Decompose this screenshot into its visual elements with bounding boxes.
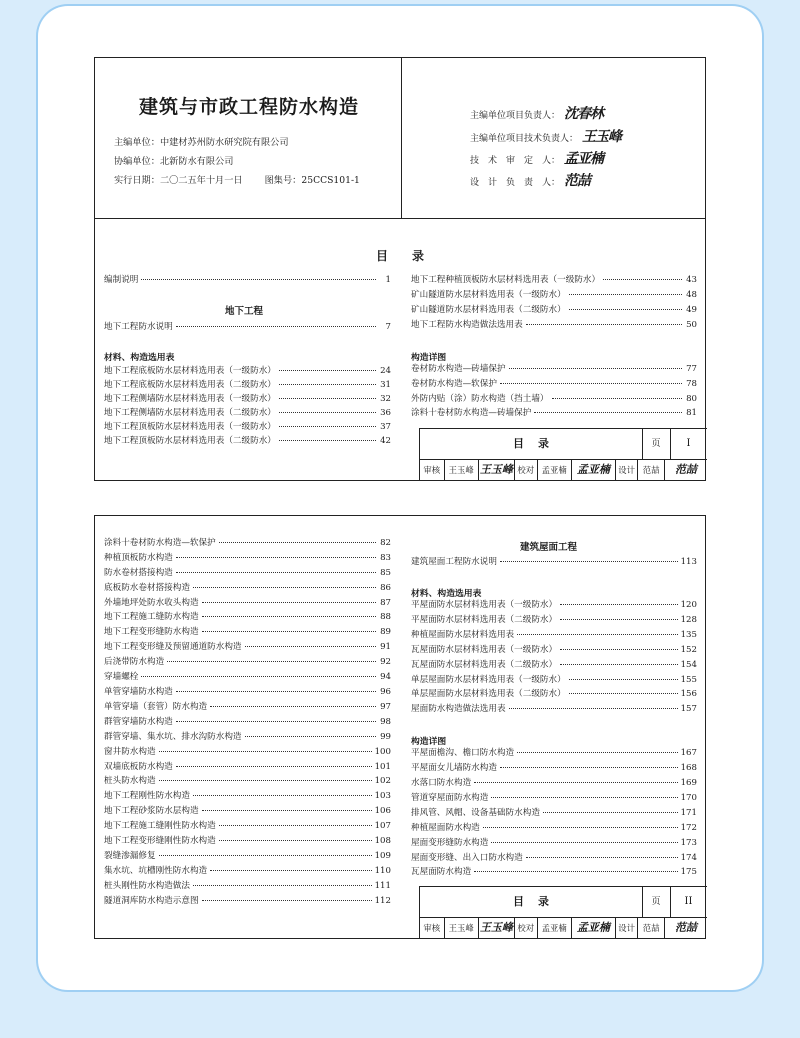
date-label: 实行日期： (114, 175, 160, 186)
signature: 沈春林 (564, 106, 604, 122)
checker-signature: 孟亚楠 (572, 459, 616, 481)
approval-row (420, 917, 707, 939)
catalog-sheet-1 (94, 57, 706, 481)
signature: 范喆 (564, 173, 591, 189)
check-label: 校对 (515, 917, 538, 939)
toc-entry[interactable]: 桩头防水构造 102 (104, 776, 391, 786)
toc-entry[interactable]: 地下工程侧墙防水层材料选用表（一级防水） 32 (104, 394, 391, 404)
toc-entry[interactable]: 平屋面女儿墙防水构造 168 (411, 763, 697, 773)
toc-entry[interactable]: 单层屋面防水层材料选用表（二级防水） 156 (411, 689, 697, 699)
toc-entry[interactable]: 卷材防水构造—软保护 78 (411, 379, 697, 389)
toc-entry[interactable]: 地下工程种植顶板防水层材料选用表（一级防水） 43 (411, 275, 697, 285)
co-unit-label: 协编单位： (114, 156, 160, 167)
toc-entry[interactable]: 地下工程底板防水层材料选用表（一级防水） 24 (104, 366, 391, 376)
signature: 孟亚楠 (564, 151, 604, 167)
toc-entry[interactable]: 瓦屋面防水构造 175 (411, 867, 697, 877)
designer-name: 范喆 (638, 459, 664, 481)
effective-date: 二〇二五年十月一日 (159, 175, 243, 186)
subsection-heading: 构造详图 (411, 353, 447, 363)
subsection-heading: 材料、构造选用表 (411, 589, 482, 599)
section-heading: 建筑屋面工程 (520, 542, 578, 553)
toc-entry[interactable]: 编制说明 1 (104, 275, 391, 285)
toc-entry[interactable]: 平屋面防水层材料选用表（二级防水） 128 (411, 615, 697, 625)
toc-entry[interactable]: 屋面防水构造做法选用表 157 (411, 704, 697, 714)
toc-entry[interactable]: 屋面变形缝防水构造 173 (411, 838, 697, 848)
toc-entry[interactable]: 底板防水卷材搭接构造 86 (104, 583, 391, 593)
chief-unit-label: 主编单位： (114, 137, 160, 148)
toc-entry[interactable]: 矿山隧道防水层材料选用表（一级防水） 48 (411, 290, 697, 300)
checker-name: 孟亚楠 (538, 917, 572, 939)
toc-entry[interactable]: 卷材防水构造—砖墙保护 77 (411, 364, 697, 374)
toc-entry[interactable]: 单管穿墙防水构造 96 (104, 687, 391, 697)
toc-entry[interactable]: 防水卷材搭接构造 85 (104, 568, 391, 578)
toc-entry[interactable]: 瓦屋面防水层材料选用表（一级防水） 152 (411, 645, 697, 655)
section-heading: 地下工程 (225, 306, 264, 317)
toc-entry[interactable]: 地下工程砂浆防水层构造 106 (104, 806, 391, 816)
toc-entry[interactable]: 地下工程变形缝刚性防水构造 108 (104, 836, 391, 846)
review-label: 审核 (420, 917, 445, 939)
responsible-label: 主编单位项目负责人： (470, 111, 561, 121)
responsible-line (470, 126, 621, 146)
check-label: 校对 (515, 459, 538, 481)
responsible-label: 设 计 负 责 人： (470, 178, 561, 188)
chief-unit: 中建材苏州防水研究院有限公司 (159, 137, 289, 148)
approval-row (420, 459, 707, 481)
toc-entry[interactable]: 瓦屋面防水层材料选用表（二级防水） 154 (411, 660, 697, 670)
responsible-line (470, 103, 603, 123)
responsible-line (470, 170, 590, 190)
toc-entry[interactable]: 排风管、风帽、设备基础防水构造 171 (411, 808, 697, 818)
toc-entry[interactable]: 地下工程施工缝刚性防水构造 107 (104, 821, 391, 831)
toc-entry[interactable]: 水落口防水构造 169 (411, 778, 697, 788)
co-unit-line (114, 153, 233, 167)
sheet-header (95, 58, 705, 219)
toc-entry[interactable]: 地下工程变形缝及预留通道防水构造 91 (104, 642, 391, 652)
signature: 王玉峰 (582, 129, 622, 145)
toc-entry[interactable]: 地下工程防水构造做法选用表 50 (411, 320, 697, 330)
toc-entry[interactable]: 窗井防水构造 100 (104, 747, 391, 757)
reviewer-name: 王玉峰 (445, 917, 479, 939)
toc-entry[interactable]: 管道穿屋面防水构造 170 (411, 793, 697, 803)
toc-entry[interactable]: 集水坑、坑槽刚性防水构造 110 (104, 866, 391, 876)
date-line (114, 172, 360, 186)
toc-entry[interactable]: 裂缝渗漏修复 109 (104, 851, 391, 861)
chief-unit-line (114, 134, 289, 148)
toc-entry[interactable]: 种植屋面防水层材料选用表 135 (411, 630, 697, 640)
toc-entry[interactable]: 地下工程顶板防水层材料选用表（一级防水） 37 (104, 422, 391, 432)
toc-entry[interactable]: 平屋面防水层材料选用表（一级防水） 120 (411, 600, 697, 610)
title-block (419, 886, 707, 939)
title-block (419, 428, 707, 481)
toc-entry[interactable]: 涂料十卷材防水构造—软保护 82 (104, 538, 391, 548)
catalog-sheet-2 (94, 515, 706, 939)
toc-entry[interactable]: 后浇带防水构造 92 (104, 657, 391, 667)
toc-entry[interactable]: 地下工程变形缝防水构造 89 (104, 627, 391, 637)
toc-entry[interactable]: 地下工程施工缝防水构造 88 (104, 612, 391, 622)
toc-entry[interactable]: 群管穿墙防水构造 98 (104, 717, 391, 727)
atlas-label: 图集号： (264, 175, 302, 186)
page-label: 页 (642, 429, 671, 459)
subsection-heading: 材料、构造选用表 (104, 353, 175, 363)
toc-entry[interactable]: 屋面变形缝、出入口防水构造 174 (411, 853, 697, 863)
checker-signature: 孟亚楠 (572, 917, 616, 939)
designer-name: 范喆 (638, 917, 664, 939)
co-unit: 北新防水有限公司 (159, 156, 234, 167)
toc-entry[interactable]: 地下工程防水说明 7 (104, 322, 391, 332)
toc-entry[interactable]: 隧道洞库防水构造示意图 112 (104, 896, 391, 906)
toc-entry[interactable]: 地下工程底板防水层材料选用表（二级防水） 31 (104, 380, 391, 390)
designer-signature: 范喆 (674, 921, 697, 934)
title-block-name: 目录 (420, 887, 643, 917)
reviewer-signature: 王玉峰 (479, 459, 515, 481)
toc-entry[interactable]: 矿山隧道防水层材料选用表（二级防水） 49 (411, 305, 697, 315)
responsible-label: 技 术 审 定 人： (470, 156, 561, 166)
toc-entry[interactable]: 外墙地坪处防水收头构造 87 (104, 598, 391, 608)
responsible-label: 主编单位项目技术负责人： (470, 134, 579, 144)
toc-entry[interactable]: 地下工程侧墙防水层材料选用表（二级防水） 36 (104, 408, 391, 418)
book-title: 建筑与市政工程防水构造 (139, 96, 360, 118)
page-label: 页 (642, 887, 671, 917)
page-number: II (684, 896, 693, 907)
atlas-number: 25CCS101-1 (301, 175, 360, 186)
toc-entry[interactable]: 单管穿墙（套管）防水构造 97 (104, 702, 391, 712)
responsible-line (470, 148, 603, 168)
designer-signature: 范喆 (674, 463, 697, 476)
title-block-name: 目录 (420, 429, 643, 459)
reviewer-name: 王玉峰 (445, 459, 479, 481)
toc-entry[interactable]: 单层屋面防水层材料选用表（一级防水） 155 (411, 675, 697, 685)
toc-entry[interactable]: 建筑屋面工程防水说明 113 (411, 557, 697, 567)
toc-entry[interactable]: 群管穿墙、集水坑、排水沟防水构造 99 (104, 732, 391, 742)
page-number: I (686, 438, 691, 449)
toc-entry[interactable]: 桩头刚性防水构造做法 111 (104, 881, 391, 891)
review-label: 审核 (420, 459, 445, 481)
toc-title: 目录 (375, 249, 448, 263)
design-label: 设计 (616, 459, 639, 481)
toc-entry[interactable]: 涂料十卷材防水构造—砖墙保护 81 (411, 408, 697, 418)
design-label: 设计 (616, 917, 639, 939)
reviewer-signature: 王玉峰 (479, 917, 515, 939)
toc-entry[interactable]: 地下工程刚性防水构造 103 (104, 791, 391, 801)
toc-entry[interactable]: 外防内贴（涂）防水构造（挡土墙） 80 (411, 394, 697, 404)
checker-name: 孟亚楠 (538, 459, 572, 481)
subsection-heading: 构造详图 (411, 737, 447, 747)
toc-entry[interactable]: 平屋面檐沟、檐口防水构造 167 (411, 748, 697, 758)
toc-entry[interactable]: 穿墙螺栓 94 (104, 672, 391, 682)
toc-entry[interactable]: 双墙底板防水构造 101 (104, 762, 391, 772)
header-left-panel (95, 58, 402, 218)
toc-entry[interactable]: 种植屋面防水构造 172 (411, 823, 697, 833)
toc-entry[interactable]: 种植顶板防水构造 83 (104, 553, 391, 563)
toc-entry[interactable]: 地下工程顶板防水层材料选用表（二级防水） 42 (104, 436, 391, 446)
